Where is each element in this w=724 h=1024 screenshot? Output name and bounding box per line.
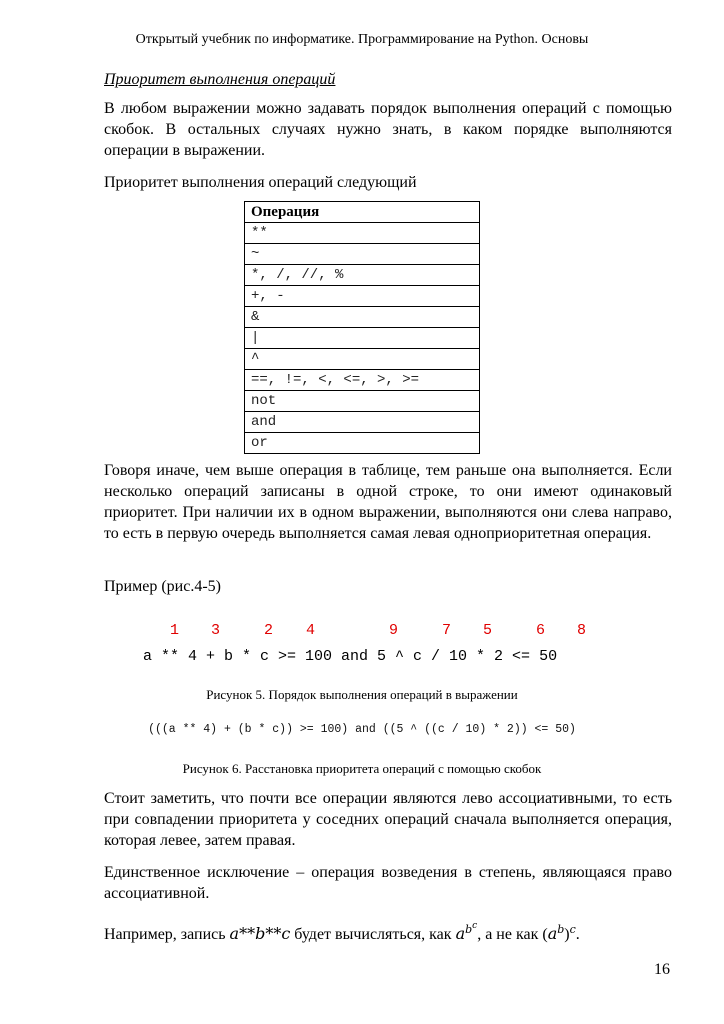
- order-number: 8: [577, 622, 587, 639]
- figure5-caption: Рисунок 5. Порядок выполнения операций в выражении: [206, 687, 518, 702]
- power-example-paragraph: Например, запись a**b**c будет вычисляться, как $a^{b^c}$, а не как $(a^b)^c$.: [104, 921, 580, 943]
- explanation-paragraph: Говоря иначе, чем выше операция в таблице, тем раньше она выполняется. Если несколько операций записаны в одной строке, то они имеют одинаковый приоритет. При наличии их в одном выражении, выполняются они слева направо, то есть в первую очередь выполняется самая левая одноприоритетная операция.: [104, 462, 672, 542]
- table-cell: not: [245, 391, 480, 412]
- table-row: [245, 412, 480, 433]
- table-cell: or: [245, 433, 480, 454]
- power-example-pre: Например, запись: [104, 926, 226, 943]
- table-row: [245, 370, 480, 391]
- example-expression: a ** 4 + b * c >= 100 and 5 ^ c / 10 * 2 <= 50: [143, 648, 558, 665]
- table-cell: ^: [245, 349, 480, 370]
- table-cell: *, /, //, %: [245, 265, 480, 286]
- math-var-a: a: [455, 924, 466, 943]
- order-number: 9: [389, 622, 399, 639]
- order-number: 1: [170, 622, 180, 639]
- table-row: [245, 433, 480, 454]
- table-cell: +, -: [245, 286, 480, 307]
- power-example-code: a**b**c: [229, 924, 291, 943]
- example-lead-paragraph: Пример (рис.4-5): [104, 578, 221, 595]
- table-cell: ~: [245, 244, 480, 265]
- table-row: [245, 223, 480, 244]
- table-row: [245, 286, 480, 307]
- order-number: 4: [306, 622, 316, 639]
- table-row: [245, 244, 480, 265]
- table-cell: and: [245, 412, 480, 433]
- power-example-mid: будет вычисляться, как: [294, 926, 452, 943]
- order-number: 7: [442, 622, 452, 639]
- order-number: 3: [211, 622, 221, 639]
- running-header: Открытый учебник по информатике. Программирование на Python. Основы: [135, 32, 589, 47]
- formula-right-assoc: [455, 921, 478, 943]
- table-row: [245, 349, 480, 370]
- intro-paragraph: В любом выражении можно задавать порядок выполнения операций с помощью скобок. В остальных случаях нужно знать, в каком порядке выполняются операции в выражении.: [104, 100, 672, 159]
- order-number: 6: [536, 622, 546, 639]
- table-cell: &: [245, 307, 480, 328]
- math-var-c: c: [569, 923, 576, 936]
- table-lead-paragraph: Приоритет выполнения операций следующий: [104, 174, 417, 191]
- associativity-paragraph: Стоит заметить, что почти все операции являются лево ассоциативными, то есть при совпадении приоритета у соседних операций сначала выполняется операция, которая левее, затем правая.: [104, 790, 672, 849]
- figure6-caption: Рисунок 6. Расстановка приоритета операций с помощью скобок: [182, 761, 542, 776]
- table-cell: ==, !=, <, <=, >, >=: [245, 370, 480, 391]
- math-var-a: a: [547, 924, 558, 943]
- table-row: [245, 328, 480, 349]
- table-row: [245, 307, 480, 328]
- math-var-b: b: [465, 923, 473, 936]
- page-number: 16: [654, 961, 670, 978]
- table-cell: **: [245, 223, 480, 244]
- table-row: [245, 265, 480, 286]
- operator-precedence-table: [244, 201, 480, 454]
- formula-left-assoc: $(a^b)^c$: [542, 923, 576, 943]
- order-number: 2: [264, 622, 274, 639]
- order-number: 5: [483, 622, 493, 639]
- exception-paragraph: Единственное исключение – операция возведения в степень, являющаяся право ассоциативной.: [104, 864, 672, 902]
- table-header: Операция: [245, 202, 480, 223]
- power-example-post: , а не как: [477, 926, 539, 943]
- math-var-c: c: [472, 921, 478, 931]
- parenthesized-expression: (((a ** 4) + (b * c)) >= 100) and ((5 ^ ((c / 10) * 2)) <= 50): [148, 723, 576, 736]
- table-row: [245, 391, 480, 412]
- math-var-b: b: [557, 923, 565, 936]
- section-title: Приоритет выполнения операций: [104, 71, 336, 88]
- table-cell: |: [245, 328, 480, 349]
